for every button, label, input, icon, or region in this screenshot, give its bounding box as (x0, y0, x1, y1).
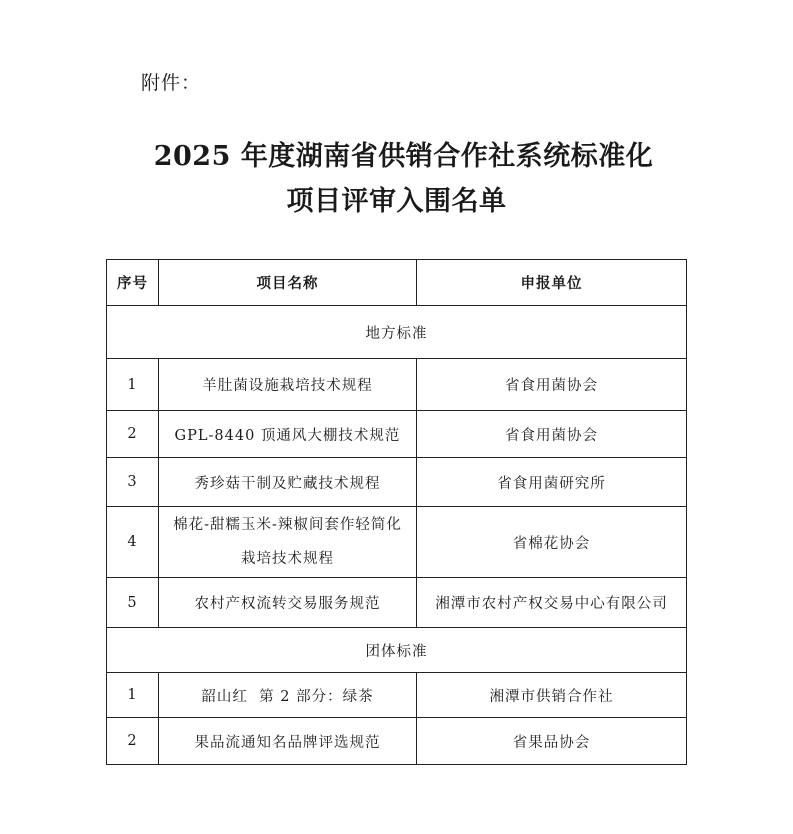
table-row (107, 458, 687, 507)
header-no: 序号 (107, 260, 159, 306)
table-row (107, 411, 687, 458)
table-row (107, 718, 687, 765)
page-title-line1: 2025 年度湖南省供销合作社系统标准化 (153, 141, 654, 172)
row-no: 1 (107, 673, 159, 718)
row-no: 1 (107, 359, 159, 411)
section-title: 团体标准 (107, 628, 687, 673)
row-unit: 省食用菌协会 (417, 411, 687, 458)
table-row (107, 578, 687, 628)
row-project: 羊肚菌设施栽培技术规程 (159, 359, 417, 411)
header-unit: 申报单位 (417, 260, 687, 306)
header-project: 项目名称 (159, 260, 417, 306)
table-header-row (107, 260, 687, 306)
row-no: 5 (107, 578, 159, 628)
row-project: 农村产权流转交易服务规范 (159, 578, 417, 628)
row-unit: 省食用菌研究所 (417, 458, 687, 507)
row-unit: 省食用菌协会 (417, 359, 687, 411)
row-project: 韶山红 第 2 部分：绿茶 (159, 673, 417, 718)
section-title: 地方标准 (107, 306, 687, 359)
row-no: 3 (107, 458, 159, 507)
table-row (107, 359, 687, 411)
row-unit: 省果品协会 (417, 718, 687, 765)
attachment-label: 附件： (141, 72, 202, 94)
row-project-line1: 棉花-甜糯玉米-辣椒间套作轻简化 (173, 517, 402, 533)
section-row-group-standards (107, 628, 687, 673)
table-row (107, 507, 687, 578)
row-no: 2 (107, 718, 159, 765)
row-unit: 湘潭市供销合作社 (417, 673, 687, 718)
row-unit: 省棉花协会 (417, 507, 687, 578)
shortlist-table (106, 259, 687, 765)
row-no: 2 (107, 411, 159, 458)
row-project: GPL-8440 顶通风大棚技术规范 (159, 411, 417, 458)
row-unit: 湘潭市农村产权交易中心有限公司 (417, 578, 687, 628)
row-project (159, 507, 417, 578)
row-project: 果品流通知名品牌评选规范 (159, 718, 417, 765)
section-row-local-standards (107, 306, 687, 359)
row-project-line2: 栽培技术规程 (241, 551, 334, 567)
row-project: 秀珍菇干制及贮藏技术规程 (159, 458, 417, 507)
page-title-line2: 项目评审入围名单 (286, 186, 507, 217)
row-no: 4 (107, 507, 159, 578)
table-row (107, 673, 687, 718)
